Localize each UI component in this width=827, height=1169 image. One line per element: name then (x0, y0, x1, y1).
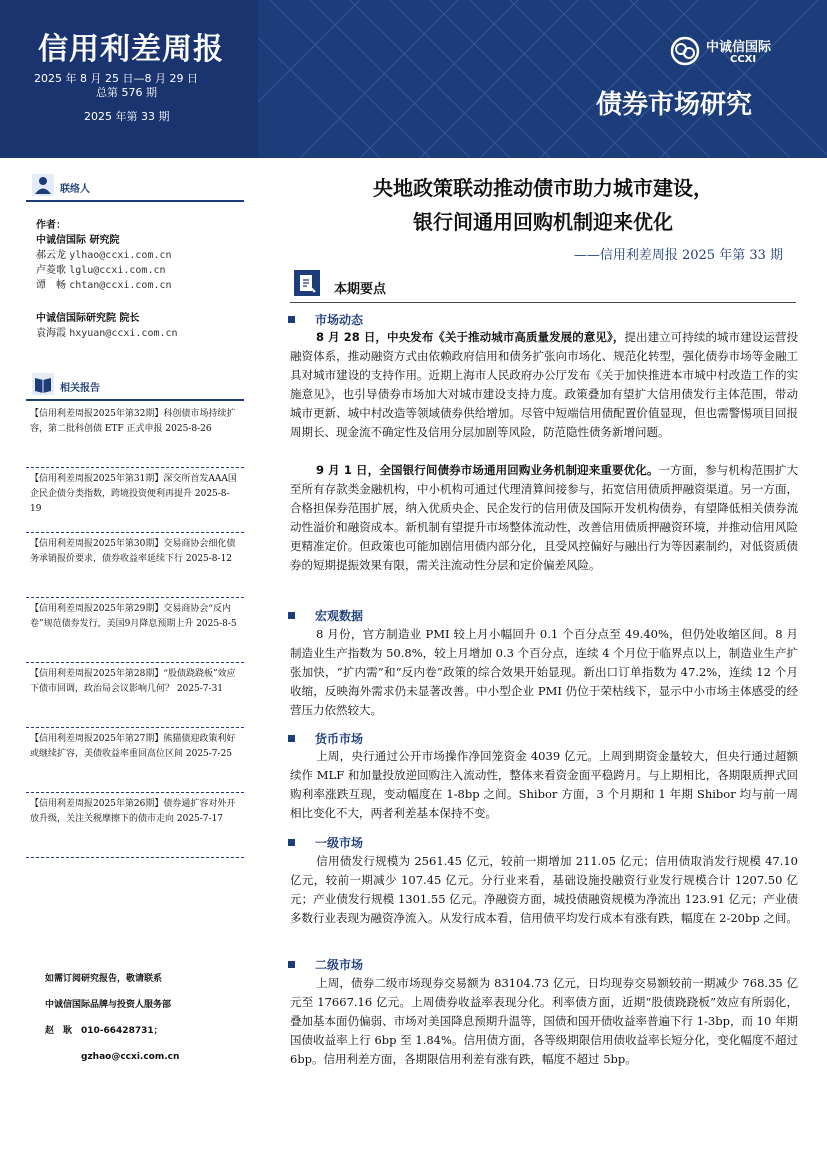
subscribe-info (45, 966, 179, 1070)
main-title-line1: 央地政策联动推动债市助力城市建设， (373, 176, 713, 200)
key-points-heading (290, 270, 796, 303)
contact-heading-label: 联络人 (60, 184, 90, 195)
paragraph-body: 上周，央行通过公开市场操作净回笼资金 4039 亿元。上周到期资金量较大，但央行通过超额续作 MLF 和加量投放逆回购注入流动性，整体来看资金面平稳跨月。与上期相比，各期限质押式回购利率涨跌互现，变动幅度在 1-8bp 之间。Shibor 方面，3 个月期和 1 年期 Shibor 均与前一周相比变化不大，两者利差基本保持不变。 (290, 749, 798, 820)
paragraph-money (290, 747, 798, 823)
brand-abbr: CCXI (730, 54, 757, 65)
paragraph-body: 提出建立可持续的城市建设运营投融资体系，推动融资方式由依赖政府信用和债务扩张向市场化、规范化转型，强化债券市场等金融工具对城市建设的支持作用。近期上海市人民政府办公厅发布《关于加快推进本市城中村改造工作的实施意见》，也引导债券市场加大对城市建设支持力度。政策叠加有望扩大信用债发行主体范围，带动城市更新、城中村改造等领域债券供给增加。尽管中短端信用债配置价值显现，但也需警惕项目回报周期长、现金流不确定性及信用分层加剧等风险，防范隐性债务新增问题。 (290, 330, 799, 439)
service-dept: 中诚信国际品牌与投资人服务部 (45, 1000, 172, 1010)
related-report-item[interactable]: 【信用利差周报2025年第27期】熊猫债迎政策利好或继续扩容，美债收益率重回高位区间 2025-7-25 (26, 728, 244, 793)
section-secondary (288, 956, 363, 973)
section-label: 货币市场 (315, 732, 364, 746)
paragraph-body: 8 月份，官方制造业 PMI 较上月小幅回升 0.1 个百分点至 49.40%，但仍处收缩区间。8 月制造业生产指数为 50.8%，较上月增加 0.3 个百分点，连续 4 个月位于临界点以上，制造业生产扩张加快，“扩内需”和“反内卷”政策的综合效果开始显现。新出口订单指数为 47.2%，连续 12 个月收缩，反映海外需求仍未显著改善。中小型企业 PMI 仍位于荣枯线下，显示中小市场主体感受的经营压力依然较大。 (290, 627, 798, 717)
dean-label: 中诚信国际研究院 院长 (36, 313, 140, 324)
sidebar (26, 170, 244, 858)
contact-heading (26, 170, 244, 202)
author-label: 作者： (36, 220, 66, 231)
document-icon (294, 270, 320, 296)
section-title: 债券市场研究 (596, 90, 753, 120)
section-label: 二级市场 (315, 958, 364, 972)
section-macro (288, 607, 363, 624)
related-reports-list (26, 403, 244, 858)
header-banner (0, 0, 827, 158)
author-name: 谭 畅 (36, 280, 66, 291)
contact-person: 赵 耿 010-66428731； (45, 1026, 163, 1036)
main-subtitle: ——信用利差周报 2025 年第 33 期 (573, 248, 783, 263)
contact-email[interactable]: gzhao@ccxi.com.cn (81, 1052, 180, 1062)
section-label: 一级市场 (315, 836, 364, 850)
paragraph-lead: 9 月 1 日，全国银行间债券市场通用回购业务机制迎来重要优化。 (316, 463, 659, 477)
section-label: 市场动态 (315, 313, 364, 327)
paragraph-repo (290, 461, 798, 575)
related-report-item[interactable]: 【信用利差周报2025年第28期】“股债跷跷板”效应下债市回调，政治局会议影响几何？ 2025-7-31 (26, 663, 244, 728)
related-heading-label: 相关报告 (60, 383, 100, 394)
report-title: 信用利差周报 (38, 32, 224, 67)
subscribe-line: 如需订阅研究报告，敬请联系 (45, 974, 163, 984)
dean-email[interactable]: hxyuan@ccxi.com.cn (69, 328, 178, 339)
author-row (36, 248, 244, 263)
section-money (288, 730, 363, 747)
dean-name: 袁海霞 (36, 328, 66, 339)
author-email[interactable]: chtan@ccxi.com.cn (69, 280, 172, 291)
org-research: 中诚信国际 研究院 (36, 235, 120, 246)
total-issue: 总第 576 期 (96, 86, 157, 99)
related-report-item[interactable]: 【信用利差周报2025年第30期】交易商协会细化债务承销报价要求，债券收益率延续下行 2025-8-12 (26, 533, 244, 598)
ccxi-logo-icon (668, 34, 702, 68)
author-row (36, 263, 244, 278)
related-report-item[interactable]: 【信用利差周报2025年第32期】科创债市场持续扩容，第二批科创债 ETF 正式申报 2025-8-26 (26, 403, 244, 468)
dean-row (36, 326, 244, 341)
author-name: 郝云龙 (36, 250, 66, 261)
contact-person-icon (32, 174, 54, 196)
key-points-label: 本期要点 (334, 282, 387, 297)
brand-logo (668, 34, 796, 70)
contact-block (26, 218, 244, 341)
paragraph-body: 一方面，参与机构范围扩大至所有存款类金融机构，中小机构可通过代理清算间接参与，拓宽信用债质押融资渠道。另一方面，合格担保券范围扩展，纳入优质央企、民企发行的信用债及国际开发机构债券，有望降低相关债券流动性溢价和融资成本。新机制有望提升市场整体流动性，改善信用债质押融资环境，并推动信用风险更精准定价。但政策也可能加剧信用债内部分化，且受风控偏好与融出行为等因素制约，对低资质债券的短期提振效果有限，需关注流动性分层和定价偏差风险。 (290, 463, 799, 572)
paragraph-secondary (290, 974, 798, 1069)
paragraph-primary (290, 852, 798, 928)
bullet-square-icon (288, 612, 295, 619)
bullet-square-icon (288, 961, 295, 968)
section-market-news (288, 311, 363, 328)
section-primary (288, 834, 363, 851)
related-report-item[interactable]: 【信用利差周报2025年第26期】债券通扩容对外开放升级，关注关税摩擦下的债市走向 2025-7-17 (26, 793, 244, 858)
paragraph-macro (290, 625, 798, 720)
paragraph-body: 上周，债券二级市场现券交易额为 83104.73 亿元，日均现券交易额较前一期减少 768.35 亿元至 17667.16 亿元。上周债券收益率表现分化。利率债方面，近期“股债跷跷板”效应有所弱化，叠加基本面仍偏弱、市场对美国降息预期升温等，国债和国开债收益率普遍下行 1-3bp，而 10 年期国债收益率上行 6bp 至 1.84%。信用债方面，各等级期限信用债收益率长短分化，变化幅度不超过 6bp。信用利差方面，各期限信用利差有涨有跌，幅度不超过 5bp。 (290, 976, 798, 1066)
year-issue: 2025 年第 33 期 (84, 110, 170, 123)
related-heading (26, 369, 244, 401)
author-email[interactable]: ylhao@ccxi.com.cn (69, 250, 172, 261)
date-range: 2025 年 8 月 25 日—8 月 29 日 (34, 72, 198, 85)
main-title-line2: 银行间通用回购机制迎来优化 (413, 210, 673, 234)
paragraph-policy (290, 328, 798, 442)
brand-name: 中诚信国际 (706, 40, 772, 55)
author-row (36, 278, 244, 293)
bullet-square-icon (288, 735, 295, 742)
related-report-item[interactable]: 【信用利差周报2025年第29期】交易商协会“反内卷”规范债券发行，美国9月降息预期上升 2025-8-5 (26, 598, 244, 663)
section-label: 宏观数据 (315, 609, 364, 623)
banner-pattern (240, 0, 827, 158)
paragraph-body: 信用债发行规模为 2561.45 亿元，较前一期增加 211.05 亿元；信用债取消发行规模 47.10 亿元，较前一期减少 107.45 亿元。分行业来看，基础设施投融资行业发行规模合计 1207.50 亿元；产业债发行规模 1301.55 亿元。净融资方面，城投债融资规模为净流出 123.91 亿元；产业债多数行业表现为融资净流入。从发行成本看，信用债平均发行成本有涨有跌，幅度在 2-20bp 之间。 (290, 854, 798, 925)
paragraph-lead: 8 月 28 日，中央发布《关于推动城市高质量发展的意见》， (316, 330, 625, 344)
report-book-icon (32, 373, 54, 395)
bullet-square-icon (288, 839, 295, 846)
related-report-item[interactable]: 【信用利差周报2025年第31期】深交所首发AAA国企民企债分类指数，跨境投资便利再提升 2025-8-19 (26, 468, 244, 533)
author-name: 卢菱歌 (36, 265, 66, 276)
author-email[interactable]: lglu@ccxi.com.cn (69, 265, 166, 276)
bullet-square-icon (288, 316, 295, 323)
